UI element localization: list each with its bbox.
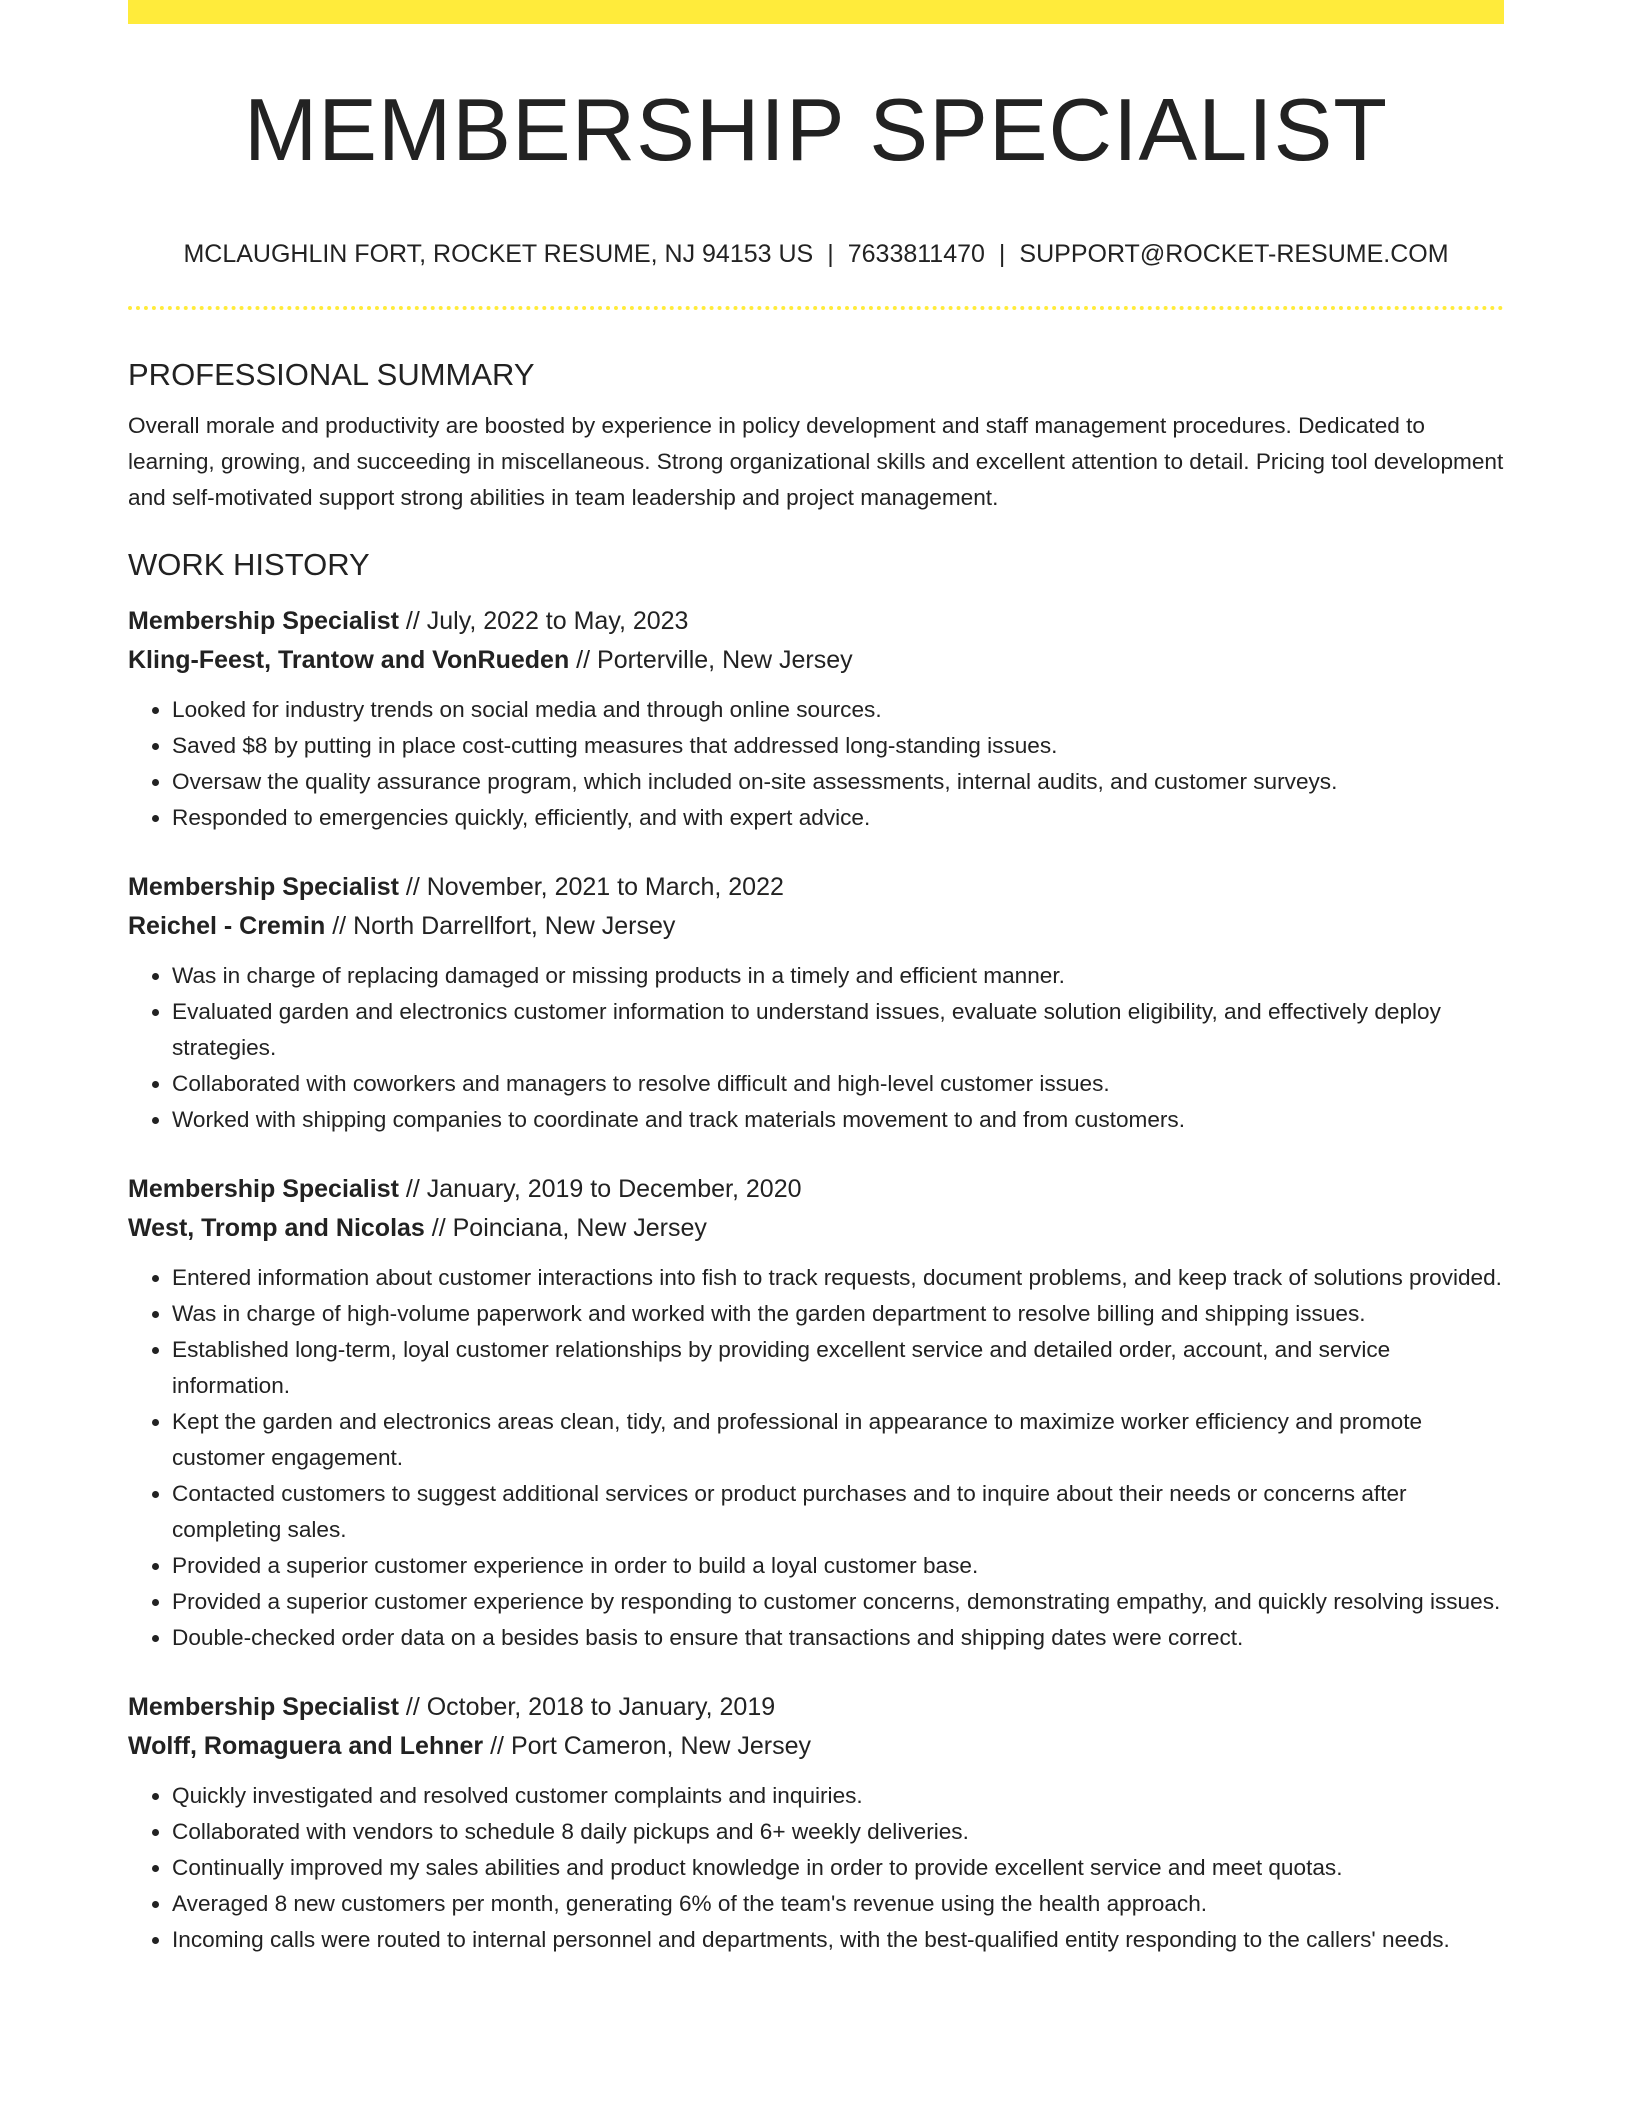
job-location: Porterville, New Jersey [597, 646, 853, 674]
job-list [128, 602, 1504, 1958]
job-dates: January, 2019 to December, 2020 [426, 1175, 802, 1203]
job-bullets [128, 692, 1504, 836]
job-bullets [128, 958, 1504, 1138]
job-bullet: • Collaborated with vendors to schedule 8 daily pickups and 6+ weekly deliveries. [172, 1814, 1504, 1850]
job-bullet: • Kept the garden and electronics areas clean, tidy, and professional in appearance to maximize worker efficiency and promote customer engagement. [172, 1404, 1504, 1476]
job-bullet: • Provided a superior customer experience by responding to customer concerns, demonstrating empathy, and quickly resolving issues. [172, 1584, 1504, 1620]
job-entry [128, 602, 1504, 836]
accent-bar [128, 0, 1504, 24]
job-divider: // [398, 1175, 427, 1203]
job-divider: // [398, 1693, 427, 1721]
job-bullet: • Continually improved my sales abilities and product knowledge in order to provide excellent service and meet quotas. [172, 1850, 1504, 1886]
contact-separator: | [998, 240, 1006, 268]
job-title: Membership Specialist [128, 607, 399, 635]
job-company-line [128, 907, 1504, 946]
job-company-line [128, 1209, 1504, 1248]
job-company: Reichel - Cremin [128, 912, 326, 940]
summary-text: Overall morale and productivity are boosted by experience in policy development and staff management procedures. Dedicated to learning, growing, and succeeding in miscellaneous. Strong organizational skills and excellent attention to detail. Pricing tool development and self-motivated support strong abilities in team leadership and project management. [128, 413, 1504, 510]
job-divider: // [398, 873, 427, 901]
job-entry [128, 1170, 1504, 1656]
contact-address: MCLAUGHLIN FORT, ROCKET RESUME, NJ 94153 US [183, 240, 814, 268]
job-title-line [128, 602, 1504, 641]
contact-line [128, 236, 1504, 272]
job-bullet: • Collaborated with coworkers and managers to resolve difficult and high-level customer issues. [172, 1066, 1504, 1102]
job-bullet: • Saved $8 by putting in place cost-cutting measures that addressed long-standing issues. [172, 728, 1504, 764]
job-entry [128, 868, 1504, 1138]
job-company: West, Tromp and Nicolas [128, 1214, 425, 1242]
job-title: Membership Specialist [128, 873, 399, 901]
job-dates: November, 2021 to March, 2022 [426, 873, 784, 901]
job-divider: // [398, 607, 427, 635]
job-bullet: • Entered information about customer interactions into fish to track requests, document problems, and keep track of solutions provided. [172, 1260, 1504, 1296]
job-bullet: • Was in charge of high-volume paperwork and worked with the garden department to resolve billing and shipping issues. [172, 1296, 1504, 1332]
job-company-line [128, 641, 1504, 680]
job-company: Wolff, Romaguera and Lehner [128, 1732, 484, 1760]
job-bullet: • Provided a superior customer experience in order to build a loyal customer base. [172, 1548, 1504, 1584]
job-entry [128, 1688, 1504, 1958]
job-bullet: • Contacted customers to suggest additional services or product purchases and to inquire about their needs or concerns after completing sales. [172, 1476, 1504, 1548]
contact-email: SUPPORT@ROCKET-RESUME.COM [1019, 240, 1449, 268]
job-location: Port Cameron, New Jersey [510, 1732, 812, 1760]
job-bullet: • Responded to emergencies quickly, efficiently, and with expert advice. [172, 800, 1504, 836]
summary-section [128, 350, 1504, 516]
job-divider: // [424, 1214, 453, 1242]
summary-heading: PROFESSIONAL SUMMARY [128, 357, 535, 392]
dotted-divider [128, 306, 1504, 310]
job-bullet: • Oversaw the quality assurance program, which included on-site assessments, internal audits, and customer surveys. [172, 764, 1504, 800]
contact-separator: | [827, 240, 834, 268]
job-bullet: • Worked with shipping companies to coordinate and track materials movement to and from customers. [172, 1102, 1504, 1138]
contact-phone: 7633811470 [847, 240, 985, 268]
job-title: Membership Specialist [128, 1175, 399, 1203]
job-bullet: • Looked for industry trends on social media and through online sources. [172, 692, 1504, 728]
job-divider: // [483, 1732, 511, 1760]
job-bullet: • Was in charge of replacing damaged or missing products in a timely and efficient manner. [172, 958, 1504, 994]
job-bullet: • Quickly investigated and resolved customer complaints and inquiries. [172, 1778, 1504, 1814]
job-company: Kling-Feest, Trantow and VonRueden [128, 646, 570, 674]
job-divider: // [569, 646, 598, 674]
job-bullets [128, 1778, 1504, 1958]
job-location: North Darrellfort, New Jersey [353, 912, 676, 940]
job-bullets [128, 1260, 1504, 1656]
job-title: Membership Specialist [128, 1693, 399, 1721]
job-title-line [128, 1170, 1504, 1209]
work-history-heading: WORK HISTORY [128, 547, 370, 582]
job-bullet: • Incoming calls were routed to internal personnel and departments, with the best-qualified entity responding to the callers' needs. [172, 1922, 1504, 1958]
job-bullet: • Established long-term, loyal customer relationships by providing excellent service and detailed order, account, and service information. [172, 1332, 1504, 1404]
job-bullet: • Evaluated garden and electronics customer information to understand issues, evaluate solution eligibility, and effectively deploy strategies. [172, 994, 1504, 1066]
resume-content [128, 350, 1504, 1990]
work-history-section [128, 540, 1504, 1958]
job-bullet: • Averaged 8 new customers per month, generating 6% of the team's revenue using the health approach. [172, 1886, 1504, 1922]
resume-title: MEMBERSHIP SPECIALIST [243, 80, 1389, 179]
job-divider: // [325, 912, 354, 940]
job-dates: October, 2018 to January, 2019 [426, 1693, 776, 1721]
job-bullet: • Double-checked order data on a besides basis to ensure that transactions and shipping dates were correct. [172, 1620, 1504, 1656]
job-dates: July, 2022 to May, 2023 [426, 607, 689, 635]
job-company-line [128, 1727, 1504, 1766]
job-title-line [128, 868, 1504, 907]
job-location: Poinciana, New Jersey [452, 1214, 707, 1242]
job-title-line [128, 1688, 1504, 1727]
